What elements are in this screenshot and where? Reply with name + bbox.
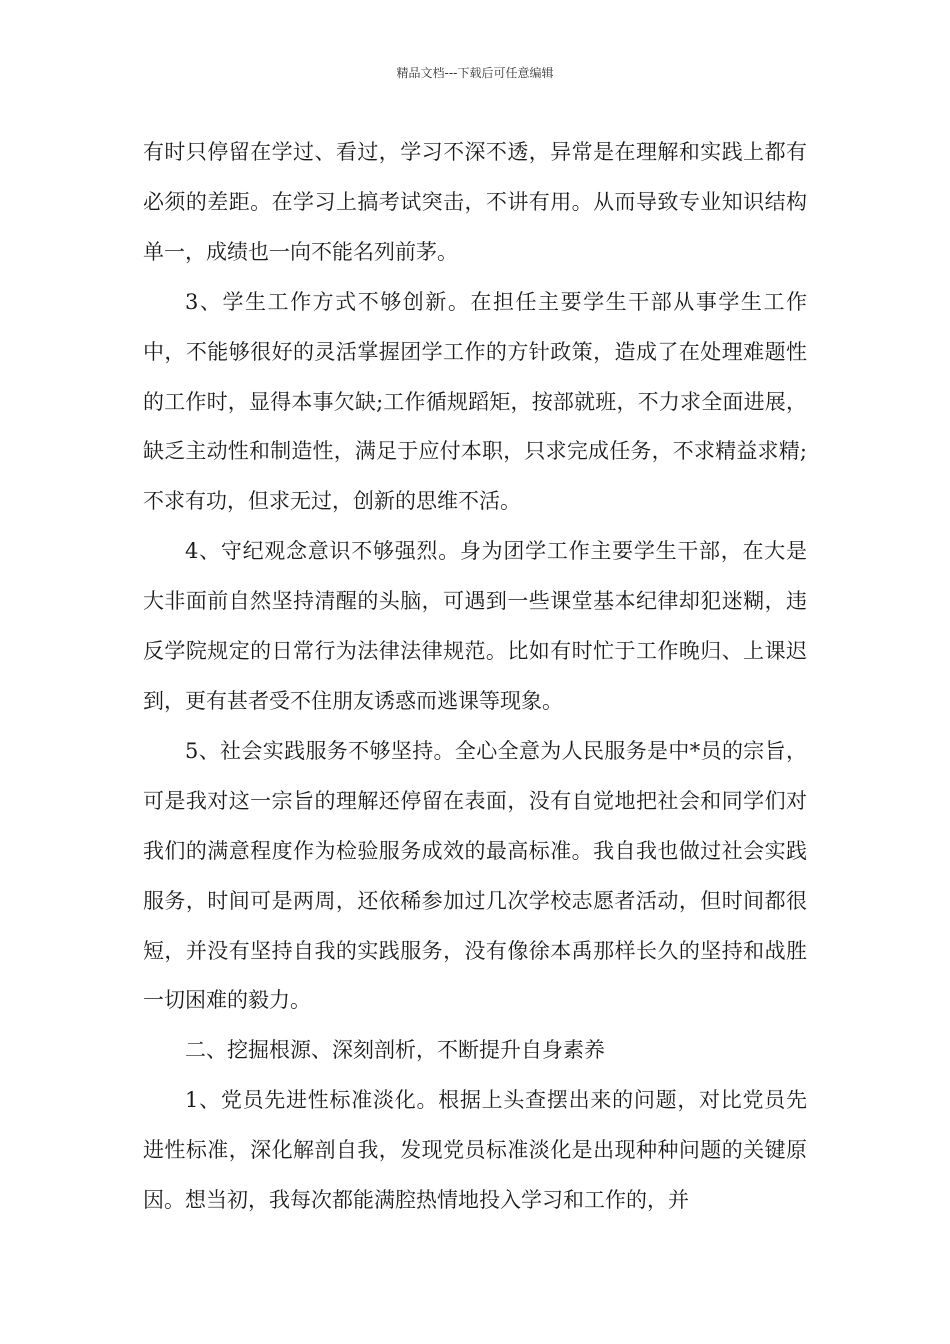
paragraph-item-1: 1、党员先进性标准淡化。根据上头查摆出来的问题，对比党员先进性标准，深化解剖自我，发现党员标准淡化是出现种种问题的关键原因。想当初，我每次都能满腔热情地投入学习和工作的，并 [143, 1088, 807, 1213]
section-heading-2: 二、挖掘根源、深刻剖析，不断提升自身素养 [185, 1038, 605, 1063]
document-body [143, 128, 807, 1226]
paragraph-item-4: 4、守纪观念意识不够强烈。身为团学工作主要学生干部，在大是大非面前自然坚持清醒的头脑，可遇到一些课堂基本纪律却犯迷糊，违反学院规定的日常行为法律法律规范。比如有时忙于工作晚归、上课迟到，更有甚者受不住朋友诱惑而逃课等现象。 [143, 539, 807, 713]
paragraph-continued: 有时只停留在学过、看过，学习不深不透，异常是在理解和实践上都有必须的差距。在学习上搞考试突击，不讲有用。从而导致专业知识结构单一，成绩也一向不能名列前茅。 [143, 140, 807, 264]
paragraph-item-3: 3、学生工作方式不够创新。在担任主要学生干部从事学生工作中，不能够很好的灵活掌握团学工作的方针政策，造成了在处理难题性的工作时，显得本事欠缺;工作循规蹈矩，按部就班，不力求全面进展，缺乏主动性和制造性，满足于应付本职，只求完成任务，不求精益求精;不求有功，但求无过，创新的思维不活。 [143, 289, 807, 514]
paragraph-item-5: 5、社会实践服务不够坚持。全心全意为人民服务是中*员的宗旨，可是我对这一宗旨的理解还停留在表面，没有自觉地把社会和同学们对我们的满意程度作为检验服务成效的最高标准。我自我也做过社会实践服务，时间可是两周，还依稀参加过几次学校志愿者活动，但时间都很短，并没有坚持自我的实践服务，没有像徐本禹那样长久的坚持和战胜一切困难的毅力。 [143, 738, 807, 1013]
page-header: 精品文档---下载后可任意编辑 [396, 66, 554, 80]
